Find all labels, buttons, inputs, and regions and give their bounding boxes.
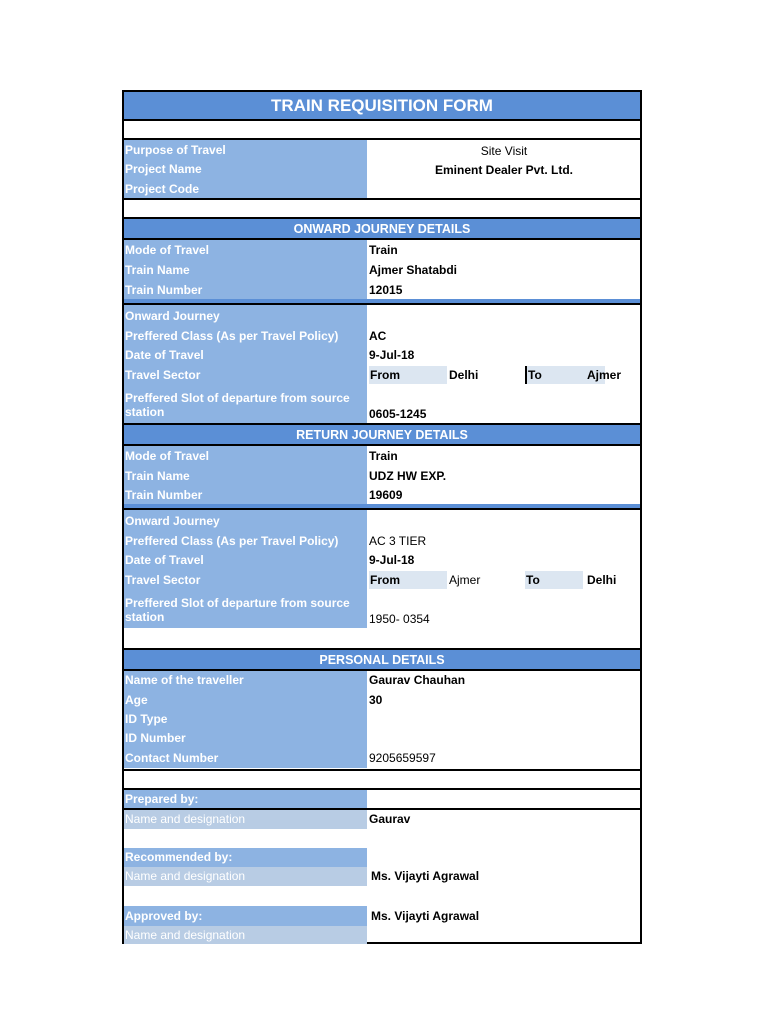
prepared-name-label: Name and designation bbox=[124, 810, 367, 829]
purpose-of-travel-value[interactable]: Site Visit bbox=[480, 144, 528, 158]
contact-number-label: Contact Number bbox=[125, 751, 219, 765]
age-value[interactable]: 30 bbox=[369, 693, 383, 707]
return-slot-value[interactable]: 1950- 0354 bbox=[369, 612, 430, 626]
onward-journey-header: ONWARD JOURNEY DETAILS bbox=[124, 219, 640, 239]
onward-slot-label: Preffered Slot of departure from source station bbox=[125, 391, 350, 419]
purpose-of-travel-label: Purpose of Travel bbox=[125, 143, 226, 157]
approved-name-label: Name and designation bbox=[124, 926, 367, 944]
onward-slot-value[interactable]: 0605-1245 bbox=[369, 407, 427, 421]
onward-from-label: From bbox=[369, 366, 447, 384]
personal-details-header: PERSONAL DETAILS bbox=[124, 650, 640, 670]
id-number-label: ID Number bbox=[125, 731, 186, 745]
project-code-label: Project Code bbox=[125, 182, 200, 196]
return-to-label: To bbox=[525, 571, 583, 589]
train-requisition-form bbox=[122, 90, 642, 944]
onward-mode-label: Mode of Travel bbox=[125, 243, 210, 257]
onward-date-label: Date of Travel bbox=[125, 348, 204, 362]
return-train-name-label: Train Name bbox=[125, 469, 190, 483]
project-name-value[interactable]: Eminent Dealer Pvt. Ltd. bbox=[434, 163, 574, 177]
form-title: TRAIN REQUISITION FORM bbox=[124, 92, 640, 119]
return-from-label: From bbox=[369, 571, 447, 589]
onward-sector-label: Travel Sector bbox=[125, 368, 201, 382]
recommended-name-value[interactable]: Ms. Vijayti Agrawal bbox=[371, 869, 480, 883]
return-from-value[interactable]: Ajmer bbox=[449, 573, 481, 587]
return-date-label: Date of Travel bbox=[125, 553, 204, 567]
traveller-name-value[interactable]: Gaurav Chauhan bbox=[369, 673, 466, 687]
age-label: Age bbox=[125, 693, 148, 707]
onward-to-label: To bbox=[525, 366, 583, 384]
return-date-value[interactable]: 9-Jul-18 bbox=[369, 553, 415, 567]
project-name-label: Project Name bbox=[125, 162, 202, 176]
return-class-value[interactable]: AC 3 TIER bbox=[369, 534, 427, 548]
return-train-number-label: Train Number bbox=[125, 488, 203, 502]
onward-mode-value[interactable]: Train bbox=[369, 243, 398, 257]
return-train-number-value[interactable]: 19609 bbox=[369, 488, 403, 502]
prepared-by-label: Prepared by: bbox=[124, 790, 367, 809]
onward-date-value[interactable]: 9-Jul-18 bbox=[369, 348, 415, 362]
return-train-name-value[interactable]: UDZ HW EXP. bbox=[369, 469, 447, 483]
project-code-value[interactable] bbox=[369, 181, 639, 199]
contact-number-value[interactable]: 9205659597 bbox=[369, 751, 436, 765]
return-sector-label: Travel Sector bbox=[125, 573, 201, 587]
return-mode-value[interactable]: Train bbox=[369, 449, 398, 463]
approved-name-value[interactable]: Ms. Vijayti Agrawal bbox=[371, 909, 480, 923]
prepared-name-value[interactable]: Gaurav bbox=[369, 812, 411, 826]
onward-from-value[interactable]: Delhi bbox=[449, 368, 479, 382]
onward-class-value[interactable]: AC bbox=[369, 329, 387, 343]
traveller-name-label: Name of the traveller bbox=[125, 673, 244, 687]
approved-by-label: Approved by: bbox=[124, 906, 367, 926]
onward-train-name-value[interactable]: Ajmer Shatabdi bbox=[369, 263, 458, 277]
return-class-label: Preffered Class (As per Travel Policy) bbox=[125, 534, 339, 548]
return-slot-label: Preffered Slot of departure from source station bbox=[125, 596, 350, 624]
id-type-label: ID Type bbox=[125, 712, 168, 726]
onward-train-number-label: Train Number bbox=[125, 283, 203, 297]
onward-to-value[interactable]: Ajmer bbox=[587, 368, 622, 382]
onward-train-name-label: Train Name bbox=[125, 263, 190, 277]
return-mode-label: Mode of Travel bbox=[125, 449, 210, 463]
return-journey-label: Onward Journey bbox=[125, 514, 220, 528]
recommended-by-label: Recommended by: bbox=[124, 848, 367, 867]
onward-journey-label: Onward Journey bbox=[125, 309, 220, 323]
onward-class-label: Preffered Class (As per Travel Policy) bbox=[125, 329, 339, 343]
return-journey-header: RETURN JOURNEY DETAILS bbox=[124, 425, 640, 445]
return-to-value[interactable]: Delhi bbox=[587, 573, 617, 587]
onward-train-number-value[interactable]: 12015 bbox=[369, 283, 403, 297]
recommended-name-label: Name and designation bbox=[124, 867, 367, 886]
